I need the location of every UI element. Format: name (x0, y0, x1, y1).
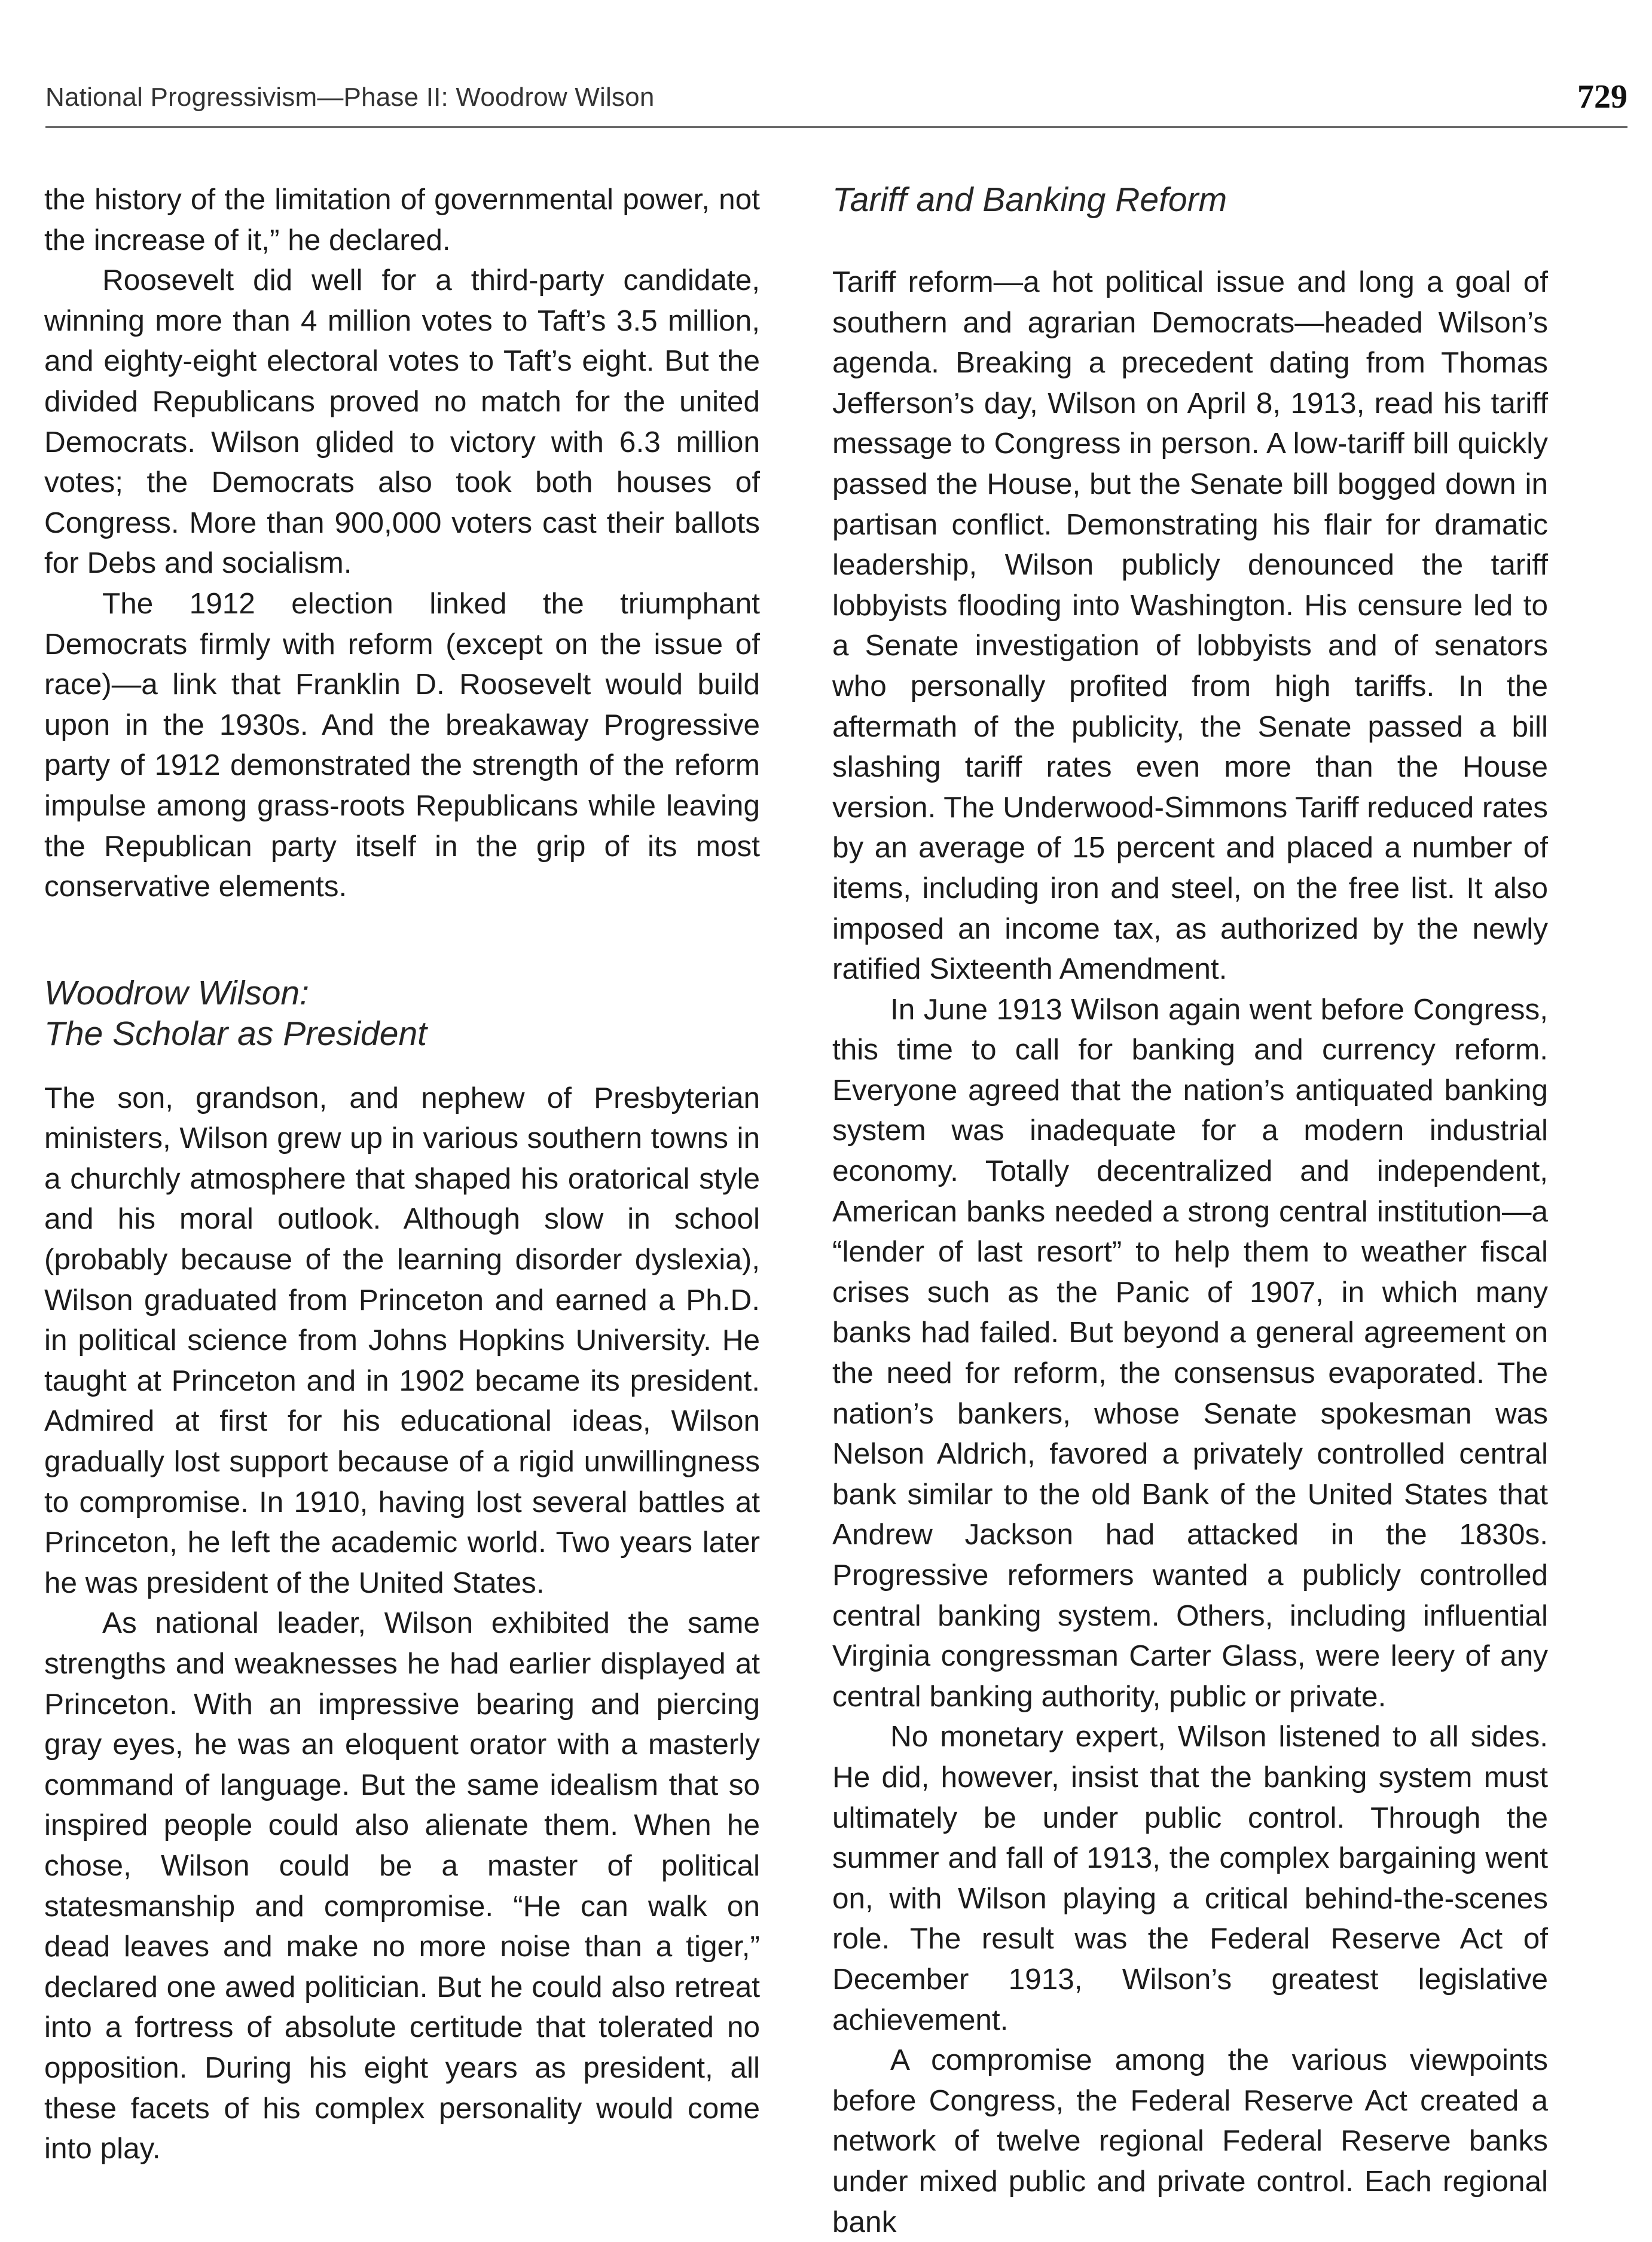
header-rule (45, 126, 1627, 128)
page-number: 729 (1577, 78, 1627, 115)
section-heading-wilson (44, 973, 760, 1054)
section-heading-tariff: Tariff and Banking Reform (832, 181, 1227, 219)
paragraph: Tariff reform—a hot political issue and long a goal of southern and agrarian Democrats—headed Wilson’s agenda. Breaking a precedent dating from Thomas Jefferson’s day, Wilson on April 8, 1913, read his tariff message to Congress in person. A low-tariff bill quickly passed the House, but the Senate bill bogged down in partisan conflict. Demonstrating his flair for dramatic leadership, Wilson publicly denounced the tariff lobbyists flooding into Washington. His censure led to a Senate investigation of lobbyists and of senators who personally profited from high tariffs. In the aftermath of the publicity, the Senate passed a bill slashing tariff rates even more than the House version. The Underwood-Simmons Tariff reduced rates by an average of 15 percent and placed a number of items, including iron and steel, on the free list. It also imposed an income tax, as authorized by the newly ratified Sixteenth Amendment. (832, 265, 1548, 986)
left-column (44, 179, 760, 2169)
paragraph: No monetary expert, Wilson listened to all sides. He did, however, insist that the banking system must ultimately be under public control. Through the summer and fall of 1913, the complex bargaining went on, with Wilson playing a critical behind-the-scenes role. The result was the Federal Reserve Act of December 1913, Wilson’s greatest legislative achievement. (832, 1720, 1548, 2036)
paragraph: The 1912 election linked the triumphant Democrats firmly with reform (except on the issue of race)—a link that Franklin D. Roosevelt would build upon in the 1930s. And the breakaway Progressive party of 1912 demonstrated the strength of the reform impulse among grass-roots Republicans while leaving the Republican party itself in the grip of its most conservative elements. (44, 587, 760, 903)
paragraph: A compromise among the various viewpoints before Congress, the Federal Reserve Act created a network of twelve regional Federal Reserve banks under mixed public and private control. Each regional bank (832, 2044, 1548, 2238)
right-column (832, 179, 1548, 2242)
paragraph: the history of the limitation of governmental power, not the increase of it,” he declared. (44, 183, 760, 256)
section-heading-line: Woodrow Wilson: (44, 973, 309, 1012)
page-header (45, 78, 1627, 124)
paragraph: In June 1913 Wilson again went before Congress, this time to call for banking and currency reform. Everyone agreed that the nation’s antiquated banking system was inadequate for a modern industrial economy. Totally decentralized and independent, American banks needed a strong central institution—a “lender of last resort” to help them to weather fiscal crises such as the Panic of 1907, in which many banks had failed. But beyond a general agreement on the need for reform, the consensus evaporated. The nation’s bankers, whose Senate spokesman was Nelson Aldrich, favored a privately controlled central bank similar to the old Bank of the United States that Andrew Jackson had attacked in the 1830s. Progressive reformers wanted a publicly controlled central banking system. Others, including influential Virginia congressman Carter Glass, were leery of any central banking authority, public or private. (832, 992, 1548, 1713)
paragraph: As national leader, Wilson exhibited the same strengths and weaknesses he had earlier displayed at Princeton. With an impressive bearing and piercing gray eyes, he was an eloquent orator with a masterly command of language. But the same idealism that so inspired people could also alienate them. When he chose, Wilson could be a master of political statesmanship and compromise. “He can walk on dead leaves and make no more noise than a tiger,” declared one awed politician. But he could also retreat into a fortress of absolute certitude that tolerated no opposition. During his eight years as president, all these facets of his complex personality would come into play. (44, 1606, 760, 2165)
section-heading-line: The Scholar as President (44, 1014, 427, 1053)
paragraph: The son, grandson, and nephew of Presbyterian ministers, Wilson grew up in various southern towns in a churchly atmosphere that shaped his oratorical style and his moral outlook. Although slow in school (probably because of the learning disorder dyslexia), Wilson graduated from Princeton and earned a Ph.D. in political science from Johns Hopkins University. He taught at Princeton and in 1902 became its president. Admired at first for his educational ideas, Wilson gradually lost support because of a rigid unwillingness to compromise. In 1910, having lost several battles at Princeton, he left the academic world. Two years later he was president of the United States. (44, 1081, 760, 1599)
paragraph: Roosevelt did well for a third-party candidate, winning more than 4 million votes to Taft’s 3.5 million, and eighty-eight electoral votes to Taft’s eight. But the divided Republicans proved no match for the united Democrats. Wilson glided to victory with 6.3 million votes; the Democrats also took both houses of Congress. More than 900,000 voters cast their ballots for Debs and socialism. (44, 264, 760, 580)
running-head: National Progressivism—Phase II: Woodrow Wilson (45, 83, 655, 112)
